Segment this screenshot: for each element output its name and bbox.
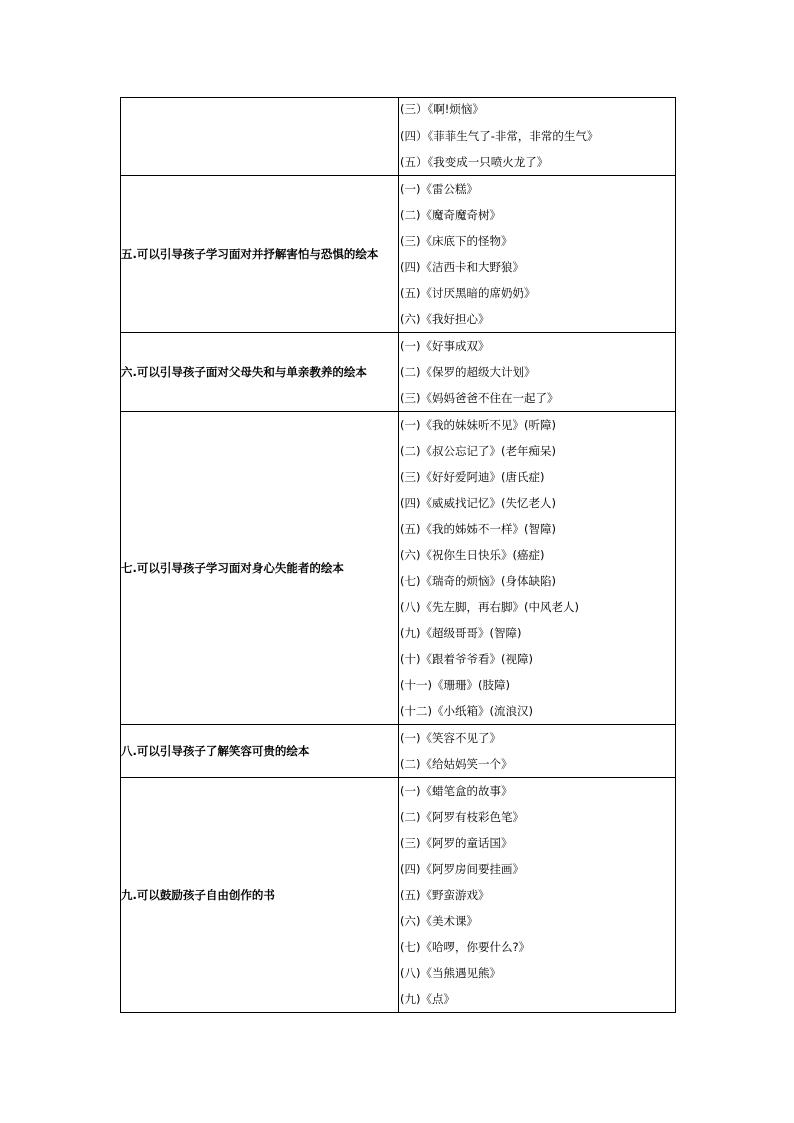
book-item: (一)《雷公糕》 [400, 182, 478, 196]
book-item: (二)《保罗的超级大计划》 [400, 365, 536, 379]
table-row [121, 778, 676, 1013]
books-cell [399, 176, 676, 333]
book-item: (三)《好好爱阿迪》(唐氏症) [400, 470, 545, 484]
category-cell: 五.可以引导孩子学习面对并抒解害怕与恐惧的绘本 [121, 176, 399, 333]
book-item: (一)《蜡笔盒的故事》 [400, 784, 513, 798]
book-item: (六)《美术课》 [400, 914, 478, 928]
book-item: (二)《叔公忘记了》(老年痴呆) [400, 444, 556, 458]
category-cell: 八.可以引导孩子了解笑容可贵的绘本 [121, 725, 399, 778]
books-cell [399, 778, 676, 1013]
book-item: (七)《瑞奇的烦恼》(身体缺陷) [400, 574, 556, 588]
book-item: (七)《哈啰，你要什么?》 [400, 940, 531, 954]
book-item: (六)《我好担心》 [400, 312, 490, 326]
book-item: (九)《超级哥哥》(智障) [400, 626, 522, 640]
table-row [121, 412, 676, 725]
book-item: (三）《啊!烦恼》 [400, 102, 484, 116]
category-cell [121, 98, 399, 176]
book-item: (三)《妈妈爸爸不住在一起了》 [400, 391, 559, 405]
books-cell [399, 412, 676, 725]
book-item: (五）《我变成一只喷火龙了》 [400, 155, 549, 169]
category-cell: 七.可以引导孩子学习面对身心失能者的绘本 [121, 412, 399, 725]
book-item: (三)《阿罗的童话国》 [400, 836, 513, 850]
book-item: (五)《讨厌黑暗的席奶奶》 [400, 286, 536, 300]
book-item: (四)《威威找记忆》(失忆老人) [400, 496, 556, 510]
book-item: (一)《好事成双》 [400, 339, 490, 353]
book-list-table [120, 97, 676, 1013]
category-cell: 六.可以引导孩子面对父母失和与单亲教养的绘本 [121, 333, 399, 412]
books-cell [399, 98, 676, 176]
table-body [121, 98, 676, 1013]
book-item: (四）《菲菲生气了-非常，非常的生气》 [400, 129, 599, 143]
table-row [121, 176, 676, 333]
book-item: (三)《床底下的怪物》 [400, 234, 513, 248]
book-item: (五)《我的姊姊不一样》(智障) [400, 522, 556, 536]
book-item: (二)《给姑妈笑一个》 [400, 757, 513, 771]
book-item: (八)《先左脚，再右脚》(中风老人) [400, 600, 579, 614]
category-cell: 九.可以鼓励孩子自由创作的书 [121, 778, 399, 1013]
book-item: (一)《我的妹妹听不见》(听障) [400, 418, 556, 432]
book-item: (九)《点》 [400, 992, 455, 1006]
book-item: (五)《野蛮游戏》 [400, 888, 490, 902]
books-cell [399, 333, 676, 412]
book-item: (四)《洁西卡和大野狼》 [400, 260, 524, 274]
book-item: (一)《笑容不见了》 [400, 731, 501, 745]
table-row [121, 98, 676, 176]
table-row [121, 333, 676, 412]
book-item: (二)《阿罗有枝彩色笔》 [400, 810, 524, 824]
book-item: (六)《祝你生日快乐》(癌症) [400, 548, 545, 562]
book-item: (四)《阿罗房间要挂画》 [400, 862, 524, 876]
book-item: (十二)《小纸箱》(流浪汉) [400, 704, 533, 718]
book-item: (八)《当熊遇见熊》 [400, 966, 501, 980]
book-item: (十一)《珊珊》(肢障) [400, 678, 510, 692]
book-item: (二)《魔奇魔奇树》 [400, 208, 501, 222]
books-cell [399, 725, 676, 778]
book-item: (十)《跟着爷爷看》(视障) [400, 652, 533, 666]
table-row [121, 725, 676, 778]
